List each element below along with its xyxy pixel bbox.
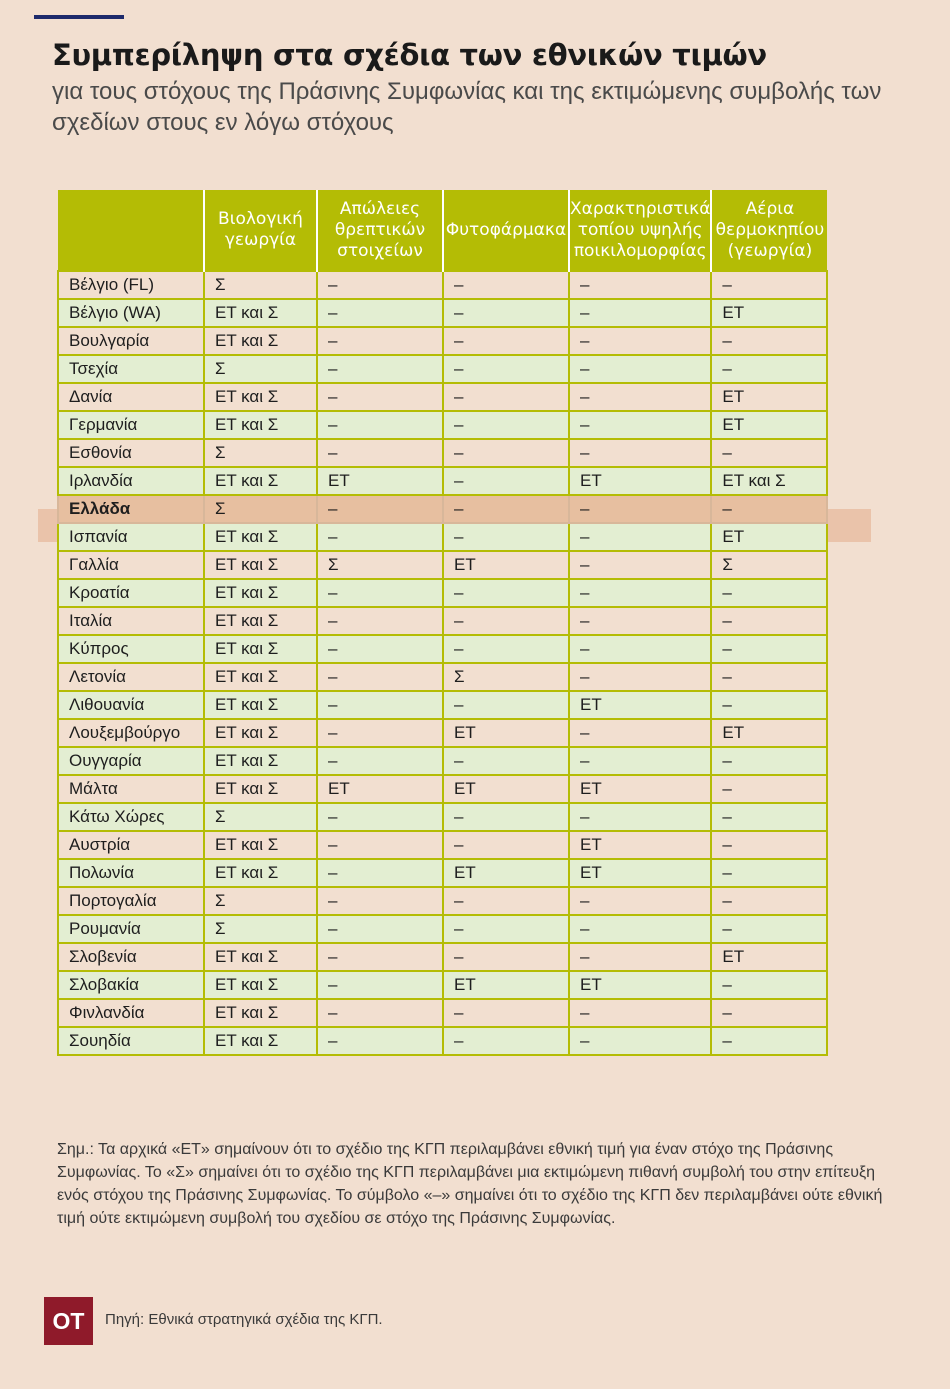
value-cell: ΕΤ και Σ (204, 1027, 317, 1055)
value-cell: – (443, 887, 569, 915)
country-cell: Κύπρος (58, 635, 204, 663)
value-cell: – (711, 607, 827, 635)
table-row (58, 607, 827, 635)
top-accent-rule (34, 15, 124, 19)
value-cell: – (711, 887, 827, 915)
value-cell: – (317, 439, 443, 467)
footnote: Σημ.: Τα αρχικά «ΕΤ» σημαίνουν ότι το σχέδιο της ΚΓΠ περιλαμβάνει εθνική τιμή για έναν στόχο της Πράσινης Συμφωνίας. Το «Σ» σημαίνει ότι το σχέδιο της ΚΓΠ περιλαμβάνει μια εκτιμώμενη πιθανή συμβολή του στην επίτευξη ενός στόχου της Πράσινης Συμφωνίας. Το σύμβολο «–» σημαίνει ότι το σχέδιο της ΚΓΠ δεν περιλαμβάνει ούτε εθνική τιμή ούτε εκτιμώμενη συμβολή του σχεδίου σε στόχο της Πράσινης Συμφωνίας. (57, 1141, 883, 1227)
value-cell: – (443, 831, 569, 859)
value-cell: – (711, 327, 827, 355)
value-cell: Σ (711, 551, 827, 579)
column-header: Απώλειες θρεπτικών στοιχείων (317, 190, 443, 271)
value-cell: – (711, 803, 827, 831)
column-header: Βιολογική γεωργία (204, 190, 317, 271)
value-cell: – (711, 859, 827, 887)
value-cell: – (711, 635, 827, 663)
country-cell: Κάτω Χώρες (58, 803, 204, 831)
value-cell: ΕΤ (317, 467, 443, 495)
table-row (58, 495, 827, 523)
country-cell: Τσεχία (58, 355, 204, 383)
value-cell: – (443, 915, 569, 943)
value-cell: – (711, 1027, 827, 1055)
value-cell: ΕΤ (711, 299, 827, 327)
value-cell: ΕΤ (711, 719, 827, 747)
value-cell: ΕΤ (443, 775, 569, 803)
value-cell: – (317, 663, 443, 691)
value-cell: – (569, 607, 711, 635)
country-cell: Σλοβενία (58, 943, 204, 971)
table-row (58, 355, 827, 383)
value-cell: – (443, 439, 569, 467)
data-table-container (57, 190, 828, 1056)
table-row (58, 747, 827, 775)
table-row (58, 663, 827, 691)
country-cell: Μάλτα (58, 775, 204, 803)
value-cell: ΕΤ και Σ (204, 999, 317, 1027)
value-cell: – (317, 635, 443, 663)
value-cell: ΕΤ (711, 943, 827, 971)
value-cell: – (569, 355, 711, 383)
country-cell: Ιρλανδία (58, 467, 204, 495)
country-cell: Φινλανδία (58, 999, 204, 1027)
value-cell: – (711, 271, 827, 299)
country-cell: Πορτογαλία (58, 887, 204, 915)
country-cell: Γαλλία (58, 551, 204, 579)
value-cell: ΕΤ (569, 691, 711, 719)
value-cell: – (317, 859, 443, 887)
value-cell: – (317, 523, 443, 551)
table-row (58, 439, 827, 467)
table-row (58, 915, 827, 943)
value-cell: ΕΤ και Σ (204, 775, 317, 803)
source-note: Πηγή: Εθνικά στρατηγικά σχέδια της ΚΓΠ. (105, 1311, 383, 1328)
value-cell: ΕΤ και Σ (204, 411, 317, 439)
value-cell: – (443, 523, 569, 551)
value-cell: ΕΤ και Σ (204, 607, 317, 635)
table-row (58, 887, 827, 915)
value-cell: – (317, 607, 443, 635)
value-cell: – (569, 803, 711, 831)
value-cell: – (711, 439, 827, 467)
table-row (58, 691, 827, 719)
value-cell: – (443, 943, 569, 971)
value-cell: – (711, 775, 827, 803)
table-row (58, 299, 827, 327)
value-cell: – (443, 355, 569, 383)
table-row (58, 719, 827, 747)
value-cell: – (569, 523, 711, 551)
value-cell: Σ (204, 915, 317, 943)
value-cell: ΕΤ και Σ (711, 467, 827, 495)
value-cell: ΕΤ (569, 831, 711, 859)
value-cell: ΕΤ και Σ (204, 383, 317, 411)
value-cell: – (317, 803, 443, 831)
country-cell: Βέλγιο (FL) (58, 271, 204, 299)
value-cell: – (569, 411, 711, 439)
value-cell: ΕΤ (317, 775, 443, 803)
value-cell: – (711, 663, 827, 691)
value-cell: – (711, 579, 827, 607)
value-cell: ΕΤ και Σ (204, 719, 317, 747)
value-cell: – (569, 327, 711, 355)
value-cell: Σ (443, 663, 569, 691)
value-cell: – (317, 887, 443, 915)
value-cell: – (317, 719, 443, 747)
country-cell: Λιθουανία (58, 691, 204, 719)
value-cell: – (443, 271, 569, 299)
value-cell: – (711, 999, 827, 1027)
value-cell: – (569, 887, 711, 915)
value-cell: ΕΤ και Σ (204, 327, 317, 355)
country-cell: Εσθονία (58, 439, 204, 467)
value-cell: – (711, 831, 827, 859)
value-cell: – (569, 299, 711, 327)
value-cell: – (569, 635, 711, 663)
value-cell: ΕΤ και Σ (204, 747, 317, 775)
value-cell: – (317, 355, 443, 383)
table-row (58, 523, 827, 551)
column-header: Αέρια θερμοκηπίου (γεωργία) (711, 190, 827, 271)
country-cell: Πολωνία (58, 859, 204, 887)
value-cell: – (569, 495, 711, 523)
value-cell: – (569, 999, 711, 1027)
value-cell: – (317, 831, 443, 859)
value-cell: – (711, 747, 827, 775)
value-cell: ΕΤ και Σ (204, 691, 317, 719)
value-cell: ΕΤ και Σ (204, 663, 317, 691)
country-cell: Αυστρία (58, 831, 204, 859)
value-cell: ΕΤ και Σ (204, 971, 317, 999)
value-cell: – (443, 495, 569, 523)
value-cell: – (317, 747, 443, 775)
value-cell: – (569, 579, 711, 607)
table-row (58, 383, 827, 411)
country-cell: Ελλάδα (58, 495, 204, 523)
country-cell: Κροατία (58, 579, 204, 607)
value-cell: ΕΤ και Σ (204, 831, 317, 859)
value-cell: – (711, 915, 827, 943)
value-cell: – (317, 411, 443, 439)
column-header: Χαρακτηριστικά τοπίου υψηλής ποικιλομορφίας (569, 190, 711, 271)
value-cell: – (569, 271, 711, 299)
value-cell: – (711, 691, 827, 719)
value-cell: ΕΤ και Σ (204, 299, 317, 327)
value-cell: – (317, 971, 443, 999)
table-header-row (58, 190, 827, 271)
country-cell: Γερμανία (58, 411, 204, 439)
value-cell: ΕΤ (711, 383, 827, 411)
table-row (58, 831, 827, 859)
value-cell: ΕΤ (443, 971, 569, 999)
header-corner (58, 190, 204, 271)
value-cell: Σ (204, 887, 317, 915)
table-row (58, 943, 827, 971)
value-cell: ΕΤ και Σ (204, 523, 317, 551)
value-cell: – (317, 999, 443, 1027)
table-row (58, 635, 827, 663)
value-cell: ΕΤ και Σ (204, 943, 317, 971)
column-header: Φυτοφάρμακα (443, 190, 569, 271)
table-row (58, 467, 827, 495)
value-cell: – (317, 943, 443, 971)
value-cell: – (443, 1027, 569, 1055)
table-row (58, 411, 827, 439)
value-cell: Σ (204, 439, 317, 467)
value-cell: – (443, 747, 569, 775)
value-cell: ΕΤ (569, 467, 711, 495)
value-cell: ΕΤ (443, 719, 569, 747)
value-cell: – (317, 271, 443, 299)
value-cell: – (569, 551, 711, 579)
country-cell: Ουγγαρία (58, 747, 204, 775)
value-cell: – (569, 439, 711, 467)
value-cell: – (711, 971, 827, 999)
table-row (58, 271, 827, 299)
value-cell: – (569, 1027, 711, 1055)
value-cell: – (443, 635, 569, 663)
publisher-logo: ΟΤ (44, 1297, 93, 1345)
value-cell: – (317, 327, 443, 355)
value-cell: – (443, 467, 569, 495)
value-cell: ΕΤ και Σ (204, 579, 317, 607)
country-cell: Ισπανία (58, 523, 204, 551)
value-cell: Σ (204, 271, 317, 299)
value-cell: ΕΤ (569, 775, 711, 803)
value-cell: – (569, 747, 711, 775)
country-cell: Ρουμανία (58, 915, 204, 943)
value-cell: – (443, 383, 569, 411)
country-cell: Βουλγαρία (58, 327, 204, 355)
value-cell: Σ (204, 495, 317, 523)
value-cell: Σ (204, 803, 317, 831)
country-cell: Λουξεμβούργο (58, 719, 204, 747)
table-row (58, 579, 827, 607)
country-cell: Σλοβακία (58, 971, 204, 999)
value-cell: – (569, 915, 711, 943)
table-row (58, 971, 827, 999)
value-cell: – (317, 1027, 443, 1055)
value-cell: – (443, 607, 569, 635)
table-row (58, 551, 827, 579)
value-cell: Σ (204, 355, 317, 383)
value-cell: ΕΤ (443, 551, 569, 579)
value-cell: ΕΤ και Σ (204, 551, 317, 579)
value-cell: – (569, 943, 711, 971)
value-cell: – (317, 383, 443, 411)
country-cell: Βέλγιο (WA) (58, 299, 204, 327)
value-cell: – (317, 495, 443, 523)
value-cell: – (317, 915, 443, 943)
value-cell: – (443, 411, 569, 439)
table-body (58, 271, 827, 1055)
table-row (58, 775, 827, 803)
table-row (58, 1027, 827, 1055)
page-title: Συμπερίληψη στα σχέδια των εθνικών τιμών (52, 38, 767, 72)
country-cell: Ιταλία (58, 607, 204, 635)
value-cell: – (569, 719, 711, 747)
value-cell: – (317, 691, 443, 719)
value-cell: – (317, 579, 443, 607)
table-row (58, 803, 827, 831)
value-cell: ΕΤ (711, 523, 827, 551)
value-cell: – (711, 495, 827, 523)
country-cell: Σουηδία (58, 1027, 204, 1055)
data-table (57, 190, 828, 1056)
value-cell: – (443, 579, 569, 607)
value-cell: – (443, 327, 569, 355)
value-cell: – (443, 999, 569, 1027)
value-cell: ΕΤ (711, 411, 827, 439)
value-cell: – (569, 383, 711, 411)
value-cell: – (443, 299, 569, 327)
table-row (58, 999, 827, 1027)
value-cell: ΕΤ και Σ (204, 635, 317, 663)
value-cell: ΕΤ (569, 971, 711, 999)
table-row (58, 859, 827, 887)
country-cell: Δανία (58, 383, 204, 411)
table-row (58, 327, 827, 355)
value-cell: ΕΤ και Σ (204, 467, 317, 495)
value-cell: – (443, 691, 569, 719)
value-cell: ΕΤ και Σ (204, 859, 317, 887)
page-subtitle: για τους στόχους της Πράσινης Συμφωνίας και της εκτιμώμενης συμβολής των σχεδίων στους εν λόγω στόχους (52, 78, 882, 136)
value-cell: – (317, 299, 443, 327)
value-cell: – (711, 355, 827, 383)
value-cell: – (443, 803, 569, 831)
value-cell: ΕΤ (569, 859, 711, 887)
value-cell: – (569, 663, 711, 691)
country-cell: Λετονία (58, 663, 204, 691)
value-cell: Σ (317, 551, 443, 579)
value-cell: ΕΤ (443, 859, 569, 887)
